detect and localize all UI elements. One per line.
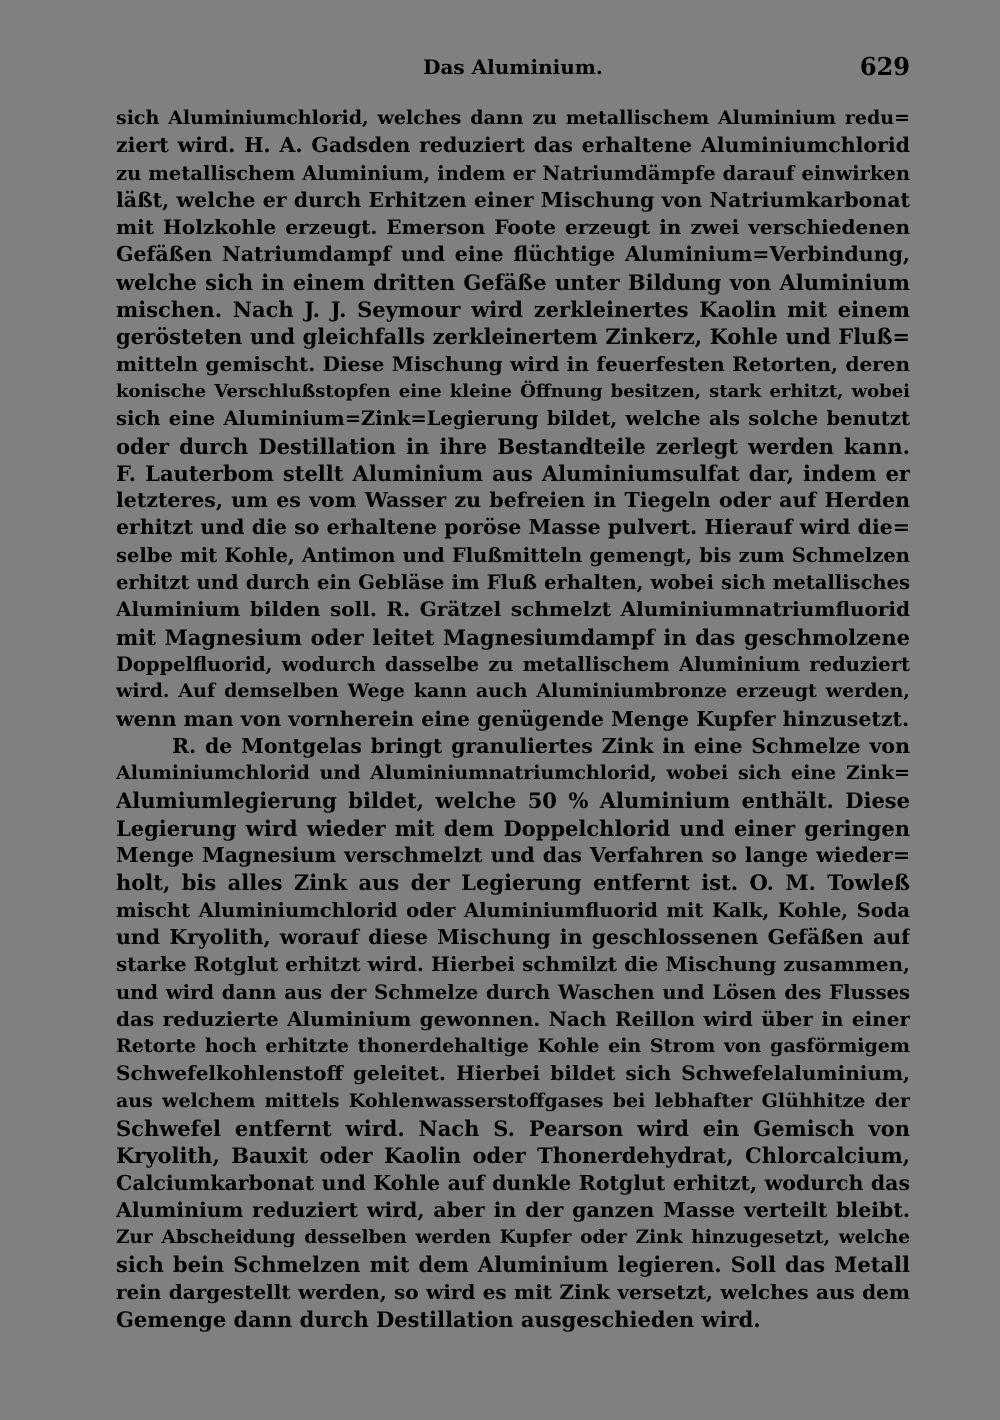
text-line: Legierung wird wieder mit dem Doppelchlorid und einer geringen xyxy=(116,815,910,841)
text-line: mitteln gemischt. Diese Mischung wird in feuerfesten Retorten, deren xyxy=(116,351,910,376)
text-line: rein dargestellt werden, so wird es mit Zink versetzt, welches aus dem xyxy=(116,1279,910,1304)
text-line: läßt, welche er durch Erhitzen einer Mischung von Natriumkarbonat xyxy=(116,187,910,212)
text-line: wird. Auf demselben Wege kann auch Aluminiumbronze erzeugt werden, xyxy=(116,680,910,703)
text-line: starke Rotglut erhitzt wird. Hierbei schmilzt die Mischung zusammen, xyxy=(116,952,910,977)
text-line: ziert wird. H. A. Gadsden reduziert das erhaltene Aluminiumchlorid xyxy=(116,133,910,158)
text-line: mischt Aluminiumchlorid oder Aluminiumfluorid mit Kalk, Kohle, Soda xyxy=(116,898,910,922)
text-line: Alumiumlegierung bildet, welche 50 % Aluminium enthält. Diese xyxy=(116,788,910,814)
text-line: Retorte hoch erhitzte thonerdehaltige Kohle ein Strom von gasförmigem xyxy=(116,1035,910,1058)
text-line: Aluminium bilden soll. R. Grätzel schmelzt Aluminiumnatriumfluorid xyxy=(116,597,910,622)
text-line: holt, bis alles Zink aus der Legierung entfernt ist. O. M. Towleß xyxy=(116,870,910,896)
text-line: sich eine Aluminium=Zink=Legierung bildet, welche als solche benutzt xyxy=(116,407,910,431)
text-line: Aluminiumchlorid und Aluminiumnatriumchlorid, wobei sich eine Zink= xyxy=(116,762,910,785)
text-line: Schwefelkohlenstoff geleitet. Hierbei bildet sich Schwefelaluminium, xyxy=(116,1061,910,1086)
paragraph-end-line: wenn man von vornherein eine genügende Menge Kupfer hinzusetzt. xyxy=(116,706,910,731)
text-line: Kryolith, Bauxit oder Kaolin oder Thonerdehydrat, Chlorcalcium, xyxy=(116,1143,910,1169)
text-line: mit Magnesium oder leitet Magnesiumdampf in das geschmolzene xyxy=(116,624,910,650)
text-line: erhitzt und durch ein Gebläse im Fluß erhalten, wobei sich metallisches xyxy=(116,571,910,595)
paragraph-end-line: Gemenge dann durch Destillation ausgeschieden wird. xyxy=(116,1307,761,1333)
text-line: Aluminium reduziert wird, aber in der ganzen Masse verteilt bleibt. xyxy=(116,1197,910,1222)
text-line: konische Verschlußstopfen eine kleine Öffnung besitzen, stark erhitzt, wobei xyxy=(116,380,910,402)
text-line: welche sich in einem dritten Gefäße unter Bildung von Aluminium xyxy=(116,269,910,295)
text-line: Doppelfluorid, wodurch dasselbe zu metallischem Aluminium reduziert xyxy=(116,652,910,676)
text-line: sich bein Schmelzen mit dem Aluminium legieren. Soll das Metall xyxy=(116,1252,910,1278)
text-line: sich Aluminiumchlorid, welches dann zu metallischem Aluminium redu= xyxy=(116,107,910,129)
text-line: F. Lauterbom stellt Aluminium aus Aluminiumsulfat dar, indem er xyxy=(116,460,910,486)
running-title: Das Aluminium. xyxy=(423,55,603,79)
running-head xyxy=(116,52,910,82)
text-line: erhitzt und die so erhaltene poröse Masse pulvert. Hierauf wird die= xyxy=(116,515,910,540)
page-number: 629 xyxy=(859,52,910,81)
paragraph-start-line: R. de Montgelas bringt granuliertes Zink in eine Schmelze von xyxy=(172,733,910,758)
text-line: und wird dann aus der Schmelze durch Waschen und Lösen des Flusses xyxy=(116,980,910,1004)
text-line: Zur Abscheidung desselben werden Kupfer oder Zink hinzugesetzt, welche xyxy=(116,1227,910,1249)
body-text xyxy=(116,105,910,1333)
text-line: das reduzierte Aluminium gewonnen. Nach Reillon wird über in einer xyxy=(116,1006,910,1031)
text-line: zu metallischem Aluminium, indem er Natriumdämpfe darauf einwirken xyxy=(116,161,910,185)
text-line: selbe mit Kohle, Antimon und Flußmitteln gemengt, bis zum Schmelzen xyxy=(116,543,910,567)
text-line: letzteres, um es vom Wasser zu befreien in Tiegeln oder auf Herden xyxy=(116,488,910,513)
text-line: Schwefel entfernt wird. Nach S. Pearson wird ein Gemisch von xyxy=(116,1115,910,1141)
text-line: oder durch Destillation in ihre Bestandteile zerlegt werden kann. xyxy=(116,433,910,459)
text-line: aus welchem mittels Kohlenwasserstoffgases bei lebhafter Glühhitze der xyxy=(116,1089,910,1112)
text-line: Gefäßen Natriumdampf und eine flüchtige Aluminium=Verbindung, xyxy=(116,242,910,267)
text-line: mit Holzkohle erzeugt. Emerson Foote erzeugt in zwei verschiedenen xyxy=(116,215,910,240)
text-line: gerösteten und gleichfalls zerkleinertem Zinkerz, Kohle und Fluß= xyxy=(116,324,910,350)
text-line: Calciumkarbonat und Kohle auf dunkle Rotglut erhitzt, wodurch das xyxy=(116,1170,910,1195)
text-line: und Kryolith, worauf diese Mischung in geschlossenen Gefäßen auf xyxy=(116,924,910,949)
text-line: Menge Magnesium verschmelzt und das Verfahren so lange wieder= xyxy=(116,843,910,868)
text-line: mischen. Nach J. J. Seymour wird zerkleinertes Kaolin mit einem xyxy=(116,297,910,323)
